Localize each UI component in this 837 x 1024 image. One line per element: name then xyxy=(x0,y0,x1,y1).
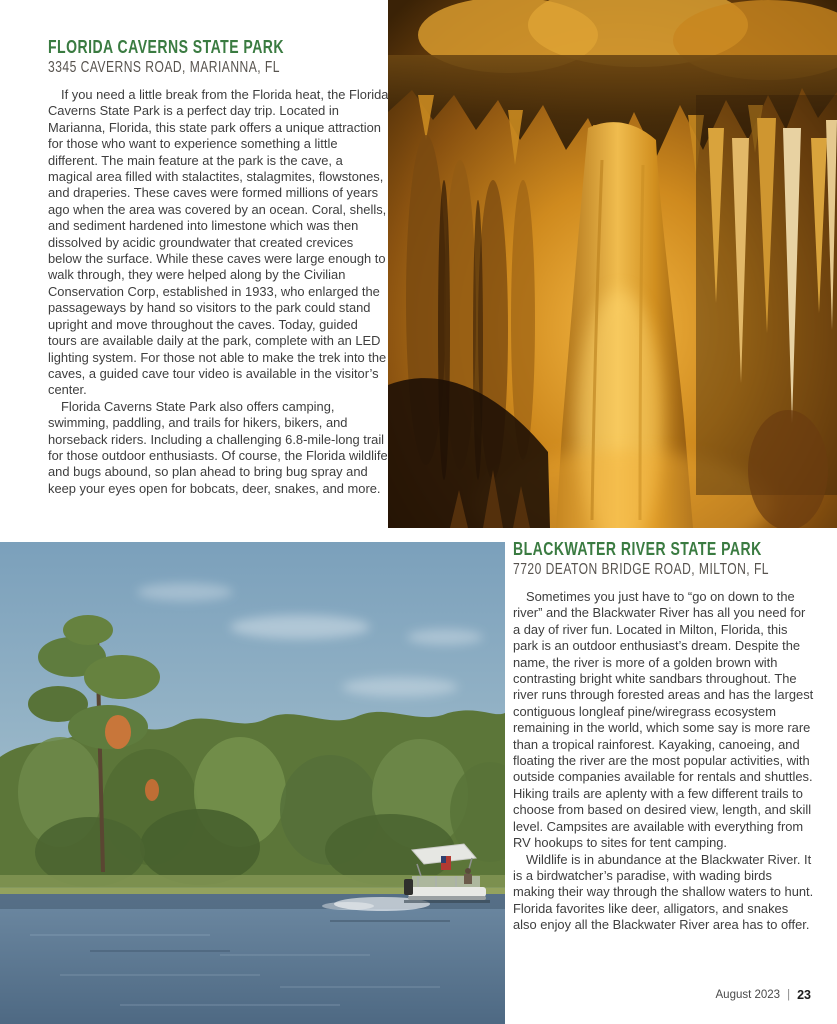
blackwater-address: 7720 DEATON BRIDGE ROAD, MILTON, FL xyxy=(513,561,770,578)
blackwater-paragraph-1: Sometimes you just have to “go on down to the river” and the Blackwater River has all you need for a day of river fun. Located in Milton, Florida, this park is an outdoor enthusiast’s dream. Despite the name, the river is more of a golden brown with contrasting bright white sandbars throughout. The river runs through forested areas and has the largest contiguous longleaf pine/wiregrass ecosystem remaining in the world, which some say is more rare than a tropical rainforest. Kayaking, canoeing, and floating the river are the most popular activities, with outside companies available for rentals and shuttles. Hiking trails are aplenty with a few different trails to choose from based on desired view, length, and skill level. Campsites are available with everything from RV hookups to sites for tent camping. xyxy=(513,589,814,851)
cave-photo-illustration xyxy=(388,0,837,528)
caverns-title: FLORIDA CAVERNS STATE PARK xyxy=(48,37,285,57)
footer-page-number: 23 xyxy=(797,988,811,1002)
cave-photo xyxy=(388,0,837,528)
footer-date: August 2023 xyxy=(715,989,781,1001)
caverns-text-column xyxy=(48,36,390,497)
caverns-paragraph-2: Florida Caverns State Park also offers camping, swimming, paddling, and trails for hikers, bikers, and horseback riders. Including a challenging 6.8-mile-long trail for those outdoor enthusiasts. Of course, the Florida wildlife and bugs abound, so plan ahead to bring bug spray and keep your eyes open for bobcats, deer, snakes, and more. xyxy=(48,398,388,496)
boat-motor xyxy=(404,879,413,895)
blackwater-paragraph-2: Wildlife is in abundance at the Blackwater River. It is a birdwatcher’s paradise, with wading birds making their way through the shallow waters to hunt. Florida favorites like deer, alligators, and snakes also enjoy all the Blackwater River area has to offer. xyxy=(513,851,814,933)
river-photo-illustration xyxy=(0,542,505,1024)
caverns-paragraph-1: If you need a little break from the Florida heat, the Florida Caverns State Park is a perfect day trip. Located in Marianna, Florida, this state park offers a unique attraction for those who want to experience something a little different. The main feature at the park is the cave, a magical area filled with stalactites, stalagmites, flowstones, and draperies. These caves were formed millions of years ago when the area was covered by an ocean. Coral, shells, and sediment hardened into limestone which was then dissolved by acidic groundwater that created crevices below the surface. While these caves were large enough to walk through, they were helped along by the Civilian Conservation Corp, established in 1933, who enlarged the passageways by hand so visitors to the park could stand upright and move throughout the caves. Today, guided tours are available daily at the park, complete with an LED lighting system. For those not able to make the trek into the caves, a guided cave tour video is available in the visitor’s center. xyxy=(48,87,389,398)
river-photo xyxy=(0,542,505,1024)
page-footer xyxy=(716,988,812,1002)
blackwater-title: BLACKWATER RIVER STATE PARK xyxy=(513,539,762,559)
blackwater-text-column xyxy=(513,538,814,934)
caverns-address: 3345 CAVERNS ROAD, MARIANNA, FL xyxy=(48,59,280,76)
footer-separator: | xyxy=(787,989,791,1001)
river-water xyxy=(0,894,505,1024)
boat-passenger xyxy=(465,868,471,874)
cave-stalactites-right xyxy=(696,95,837,528)
